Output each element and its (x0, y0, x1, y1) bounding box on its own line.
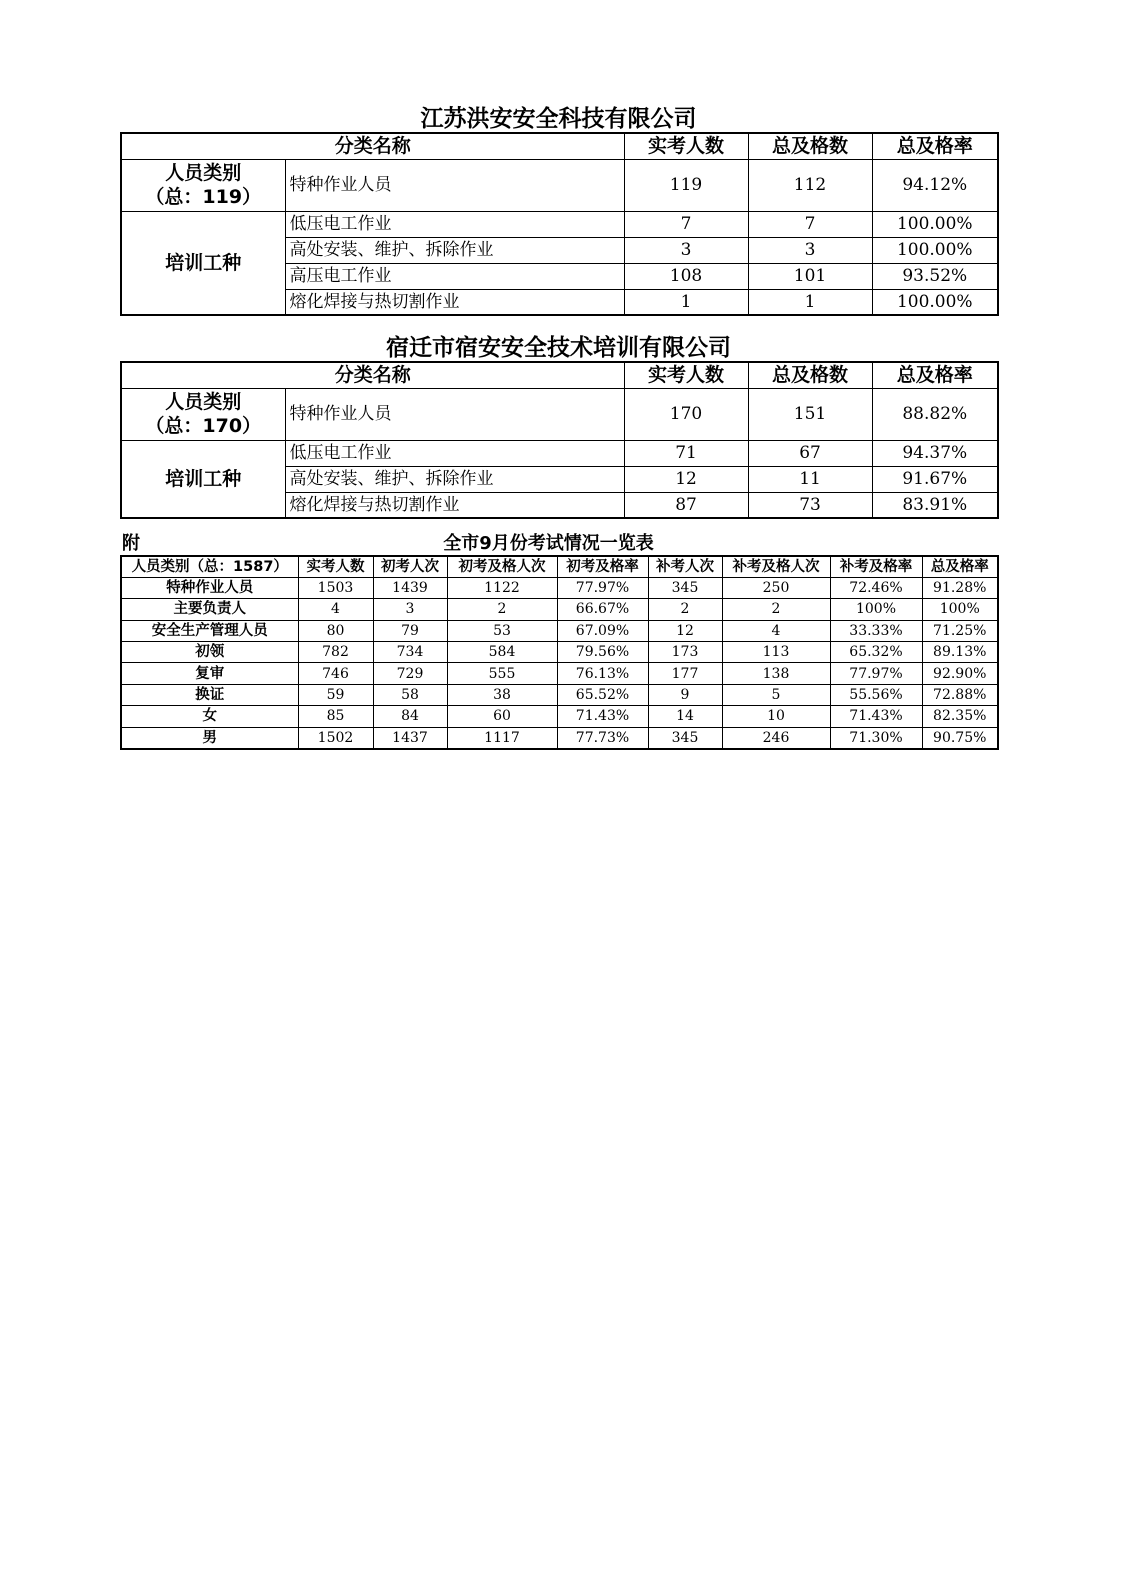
retake-pass-rate-value: 100% (830, 599, 922, 620)
summary-header-row (121, 556, 998, 577)
pass-rate-value: 94.12% (872, 159, 998, 211)
passed-value: 3 (748, 237, 872, 263)
first-pass-rate-value: 77.73% (557, 727, 648, 748)
examinees-value: 1503 (298, 577, 373, 598)
first-pass-rate-value: 76.13% (557, 663, 648, 684)
summary-row-label: 主要负责人 (121, 599, 298, 620)
first-attempts-value: 729 (373, 663, 447, 684)
total-pass-rate-value: 71.25% (922, 620, 998, 641)
summary-row (121, 663, 998, 684)
training-type: 低压电工作业 (285, 440, 624, 466)
summary-header-first-attempts: 初考人次 (373, 556, 447, 577)
personnel-category-label: 人员类别 (165, 162, 242, 184)
retake-pass-rate-value: 72.46% (830, 577, 922, 598)
summary-header-examinees: 实考人数 (298, 556, 373, 577)
training-row (121, 440, 998, 466)
examinees-value: 746 (298, 663, 373, 684)
first-pass-rate-value: 71.43% (557, 706, 648, 727)
total-pass-rate-value: 82.35% (922, 706, 998, 727)
first-passed-value: 2 (447, 599, 557, 620)
pass-rate-value: 94.37% (872, 440, 998, 466)
first-passed-value: 53 (447, 620, 557, 641)
summary-row-label: 换证 (121, 684, 298, 705)
summary-row-label: 男 (121, 727, 298, 748)
training-type: 熔化焊接与热切割作业 (285, 492, 624, 518)
first-passed-value: 38 (447, 684, 557, 705)
header-row (121, 362, 998, 388)
retake-pass-rate-value: 55.56% (830, 684, 922, 705)
header-row (121, 133, 998, 159)
summary-row-label: 复审 (121, 663, 298, 684)
first-attempts-value: 1437 (373, 727, 447, 748)
summary-header-retake-pass-rate: 补考及格率 (830, 556, 922, 577)
examinees-value: 782 (298, 642, 373, 663)
appendix-label: 附 (122, 533, 140, 554)
total-pass-rate-value: 92.90% (922, 663, 998, 684)
examinees-value: 71 (624, 440, 748, 466)
retake-attempts-value: 9 (648, 684, 722, 705)
examinees-value: 4 (298, 599, 373, 620)
first-pass-rate-value: 67.09% (557, 620, 648, 641)
first-attempts-value: 1439 (373, 577, 447, 598)
retake-passed-value: 250 (722, 577, 830, 598)
passed-value: 151 (748, 388, 872, 440)
total-pass-rate-value: 90.75% (922, 727, 998, 748)
summary-header-first-pass-rate: 初考及格率 (557, 556, 648, 577)
summary-table (120, 555, 999, 750)
personnel-total: （总：170） (145, 415, 262, 437)
summary-header-retake-passed: 补考及格人次 (722, 556, 830, 577)
summary-row (121, 684, 998, 705)
summary-header-category: 人员类别（总：1587） (121, 556, 298, 577)
training-category-label: 培训工种 (121, 440, 285, 518)
retake-pass-rate-value: 33.33% (830, 620, 922, 641)
header-passed: 总及格数 (748, 133, 872, 159)
retake-passed-value: 246 (722, 727, 830, 748)
passed-value: 7 (748, 211, 872, 237)
company-2-table (120, 361, 999, 519)
retake-passed-value: 5 (722, 684, 830, 705)
company-1-table (120, 132, 999, 316)
examinees-value: 1502 (298, 727, 373, 748)
examinees-value: 119 (624, 159, 748, 211)
total-pass-rate-value: 91.28% (922, 577, 998, 598)
summary-row-label: 特种作业人员 (121, 577, 298, 598)
retake-attempts-value: 345 (648, 577, 722, 598)
first-attempts-value: 3 (373, 599, 447, 620)
pass-rate-value: 100.00% (872, 237, 998, 263)
pass-rate-value: 88.82% (872, 388, 998, 440)
passed-value: 101 (748, 263, 872, 289)
personnel-total: （总：119） (145, 186, 262, 208)
summary-row-label: 女 (121, 706, 298, 727)
header-pass-rate: 总及格率 (872, 362, 998, 388)
retake-attempts-value: 14 (648, 706, 722, 727)
summary-row (121, 620, 998, 641)
header-pass-rate: 总及格率 (872, 133, 998, 159)
examinees-value: 108 (624, 263, 748, 289)
first-pass-rate-value: 77.97% (557, 577, 648, 598)
first-passed-value: 1117 (447, 727, 557, 748)
company-1-title: 江苏洪安安全科技有限公司 (420, 106, 697, 132)
summary-header-retake-attempts: 补考人次 (648, 556, 722, 577)
personnel-type: 特种作业人员 (285, 388, 624, 440)
first-attempts-value: 79 (373, 620, 447, 641)
retake-attempts-value: 345 (648, 727, 722, 748)
first-pass-rate-value: 65.52% (557, 684, 648, 705)
passed-value: 67 (748, 440, 872, 466)
retake-passed-value: 138 (722, 663, 830, 684)
examinees-value: 1 (624, 289, 748, 315)
training-category-label: 培训工种 (121, 211, 285, 315)
examinees-value: 87 (624, 492, 748, 518)
retake-attempts-value: 12 (648, 620, 722, 641)
passed-value: 11 (748, 466, 872, 492)
summary-row (121, 706, 998, 727)
retake-passed-value: 4 (722, 620, 830, 641)
personnel-row (121, 159, 998, 211)
summary-row-label: 安全生产管理人员 (121, 620, 298, 641)
first-passed-value: 584 (447, 642, 557, 663)
summary-row (121, 599, 998, 620)
first-attempts-value: 84 (373, 706, 447, 727)
retake-passed-value: 113 (722, 642, 830, 663)
header-examinees: 实考人数 (624, 362, 748, 388)
first-attempts-value: 734 (373, 642, 447, 663)
total-pass-rate-value: 100% (922, 599, 998, 620)
summary-row-label: 初领 (121, 642, 298, 663)
first-pass-rate-value: 66.67% (557, 599, 648, 620)
personnel-category-label: 人员类别 (165, 391, 242, 413)
examinees-value: 59 (298, 684, 373, 705)
first-attempts-value: 58 (373, 684, 447, 705)
retake-pass-rate-value: 65.32% (830, 642, 922, 663)
header-examinees: 实考人数 (624, 133, 748, 159)
first-pass-rate-value: 79.56% (557, 642, 648, 663)
training-type: 高处安装、维护、拆除作业 (285, 237, 624, 263)
passed-value: 1 (748, 289, 872, 315)
first-passed-value: 1122 (447, 577, 557, 598)
examinees-value: 12 (624, 466, 748, 492)
personnel-type: 特种作业人员 (285, 159, 624, 211)
retake-passed-value: 2 (722, 599, 830, 620)
header-category: 分类名称 (121, 362, 624, 388)
summary-row (121, 727, 998, 748)
passed-value: 112 (748, 159, 872, 211)
pass-rate-value: 83.91% (872, 492, 998, 518)
training-row (121, 211, 998, 237)
personnel-category-cell (121, 388, 285, 440)
personnel-category-cell (121, 159, 285, 211)
retake-attempts-value: 173 (648, 642, 722, 663)
examinees-value: 85 (298, 706, 373, 727)
first-passed-value: 555 (447, 663, 557, 684)
pass-rate-value: 100.00% (872, 289, 998, 315)
header-passed: 总及格数 (748, 362, 872, 388)
summary-row (121, 642, 998, 663)
examinees-value: 80 (298, 620, 373, 641)
first-passed-value: 60 (447, 706, 557, 727)
training-type: 熔化焊接与热切割作业 (285, 289, 624, 315)
summary-header-total-pass-rate: 总及格率 (922, 556, 998, 577)
examinees-value: 170 (624, 388, 748, 440)
retake-pass-rate-value: 77.97% (830, 663, 922, 684)
total-pass-rate-value: 72.88% (922, 684, 998, 705)
retake-pass-rate-value: 71.30% (830, 727, 922, 748)
personnel-row (121, 388, 998, 440)
header-category: 分类名称 (121, 133, 624, 159)
retake-attempts-value: 2 (648, 599, 722, 620)
company-2-title: 宿迁市宿安安全技术培训有限公司 (386, 335, 731, 361)
summary-header-first-passed: 初考及格人次 (447, 556, 557, 577)
training-type: 低压电工作业 (285, 211, 624, 237)
pass-rate-value: 93.52% (872, 263, 998, 289)
summary-row (121, 577, 998, 598)
training-type: 高处安装、维护、拆除作业 (285, 466, 624, 492)
summary-title: 全市9月份考试情况一览表 (443, 533, 654, 554)
pass-rate-value: 91.67% (872, 466, 998, 492)
training-type: 高压电工作业 (285, 263, 624, 289)
examinees-value: 3 (624, 237, 748, 263)
retake-passed-value: 10 (722, 706, 830, 727)
retake-attempts-value: 177 (648, 663, 722, 684)
total-pass-rate-value: 89.13% (922, 642, 998, 663)
examinees-value: 7 (624, 211, 748, 237)
pass-rate-value: 100.00% (872, 211, 998, 237)
passed-value: 73 (748, 492, 872, 518)
retake-pass-rate-value: 71.43% (830, 706, 922, 727)
